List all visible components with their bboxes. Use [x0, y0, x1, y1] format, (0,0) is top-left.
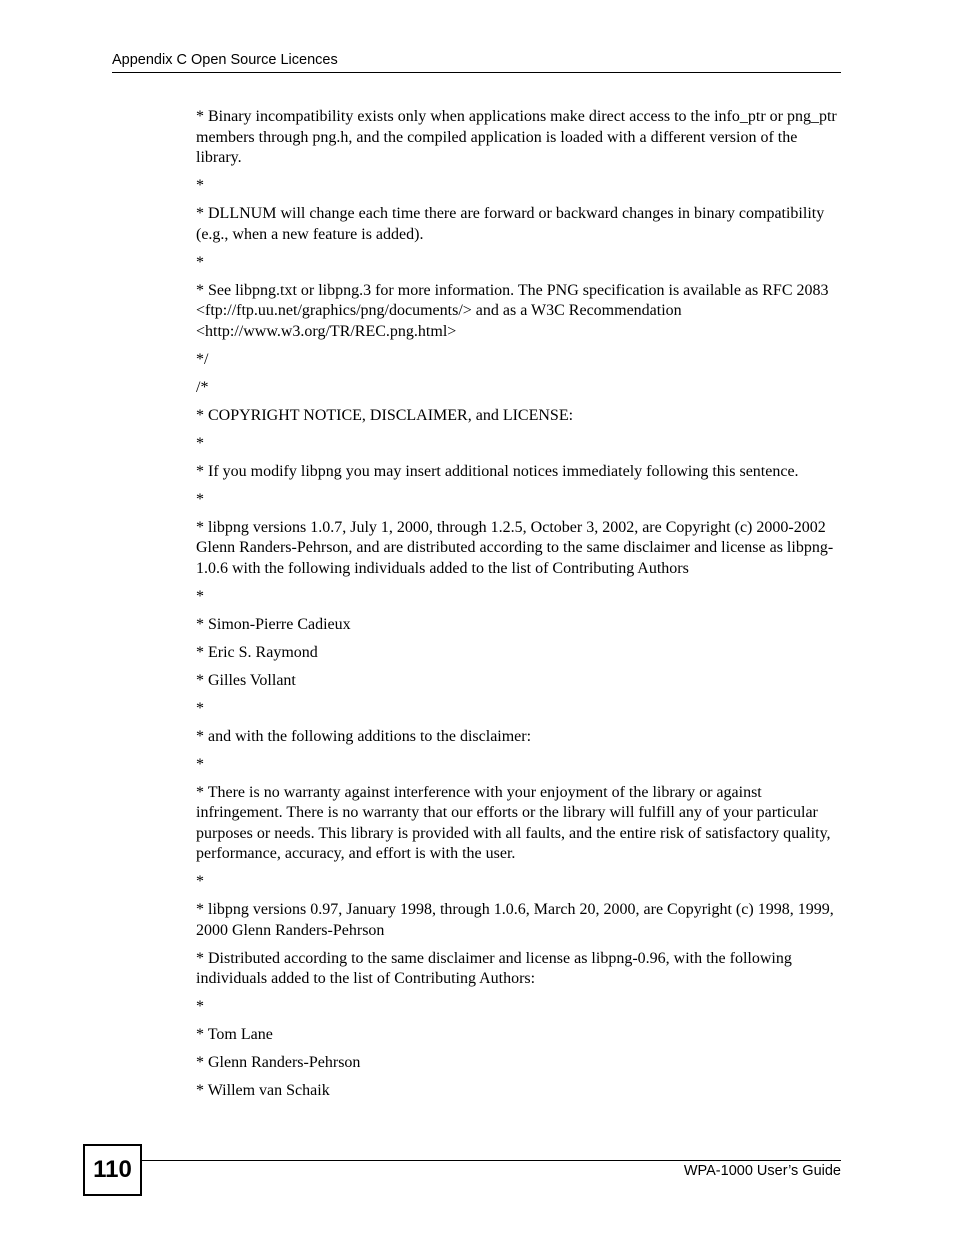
paragraph: * Willem van Schaik: [196, 1082, 330, 1099]
paragraph: * See libpng.txt or libpng.3 for more information. The PNG specification is available as RFC 2083 <ftp://ftp.uu.net/graphics/png/documents/> and as a W3C Recommendation <http://www.w3.org/TR/REC.png.html>: [196, 281, 829, 340]
paragraph: *: [196, 253, 204, 271]
paragraph: * Gilles Vollant: [196, 671, 296, 689]
paragraph: *: [196, 755, 204, 773]
paragraph: *: [196, 587, 204, 605]
document-body: [196, 107, 842, 1109]
paragraph: * Glenn Randers-Pehrson: [196, 1054, 361, 1071]
paragraph: * libpng versions 1.0.7, July 1, 2000, through 1.2.5, October 3, 2002, are Copyright (c) 2000-2002 Glenn Randers-Pehrson, and are distributed according to the same disclaimer and license as libpng-1.0.6 with the following individuals added to the list of Contributing Authors: [196, 518, 834, 577]
paragraph: * and with the following additions to the disclaimer:: [196, 727, 532, 745]
paragraph: *: [196, 177, 204, 194]
paragraph: * If you modify libpng you may insert additional notices immediately following this sentence.: [196, 462, 799, 480]
paragraph: *: [196, 490, 204, 508]
paragraph: */: [196, 350, 209, 368]
paragraph: * libpng versions 0.97, January 1998, through 1.0.6, March 20, 2000, are Copyright (c) 1998, 1999, 2000 Glenn Randers-Pehrson: [196, 901, 834, 939]
paragraph: *: [196, 998, 204, 1015]
paragraph: * Tom Lane: [196, 1026, 273, 1043]
paragraph: *: [196, 434, 204, 452]
footer-rule: [140, 1160, 841, 1161]
page-header: [112, 50, 841, 73]
paragraph: /*: [196, 378, 209, 396]
paragraph: *: [196, 873, 204, 890]
paragraph: * COPYRIGHT NOTICE, DISCLAIMER, and LICENSE:: [196, 406, 574, 424]
paragraph: * Binary incompatibility exists only when applications make direct access to the info_ptr or png_ptr members through png.h, and the compiled application is loaded with a different version of the library.: [196, 108, 837, 166]
page-number: 110: [83, 1144, 142, 1196]
paragraph: *: [196, 699, 204, 717]
paragraph: * Distributed according to the same disclaimer and license as libpng-0.96, with the following individuals added to the list of Contributing Authors:: [196, 949, 792, 987]
paragraph: * Eric S. Raymond: [196, 643, 318, 661]
header-title: Appendix C Open Source Licences: [112, 52, 338, 68]
paragraph: * There is no warranty against interference with your enjoyment of the library or against infringement. There is no warranty that our efforts or the library will fulfill any of your particular purposes or needs. This library is provided with all faults, and the entire risk of satisfactory quality, performance, accuracy, and effort is with the user.: [196, 783, 831, 862]
footer-guide-title: WPA-1000 User’s Guide: [683, 1163, 841, 1179]
paragraph: * DLLNUM will change each time there are forward or backward changes in binary compatibility (e.g., when a new feature is added).: [196, 205, 825, 243]
paragraph: * Simon-Pierre Cadieux: [196, 615, 351, 633]
